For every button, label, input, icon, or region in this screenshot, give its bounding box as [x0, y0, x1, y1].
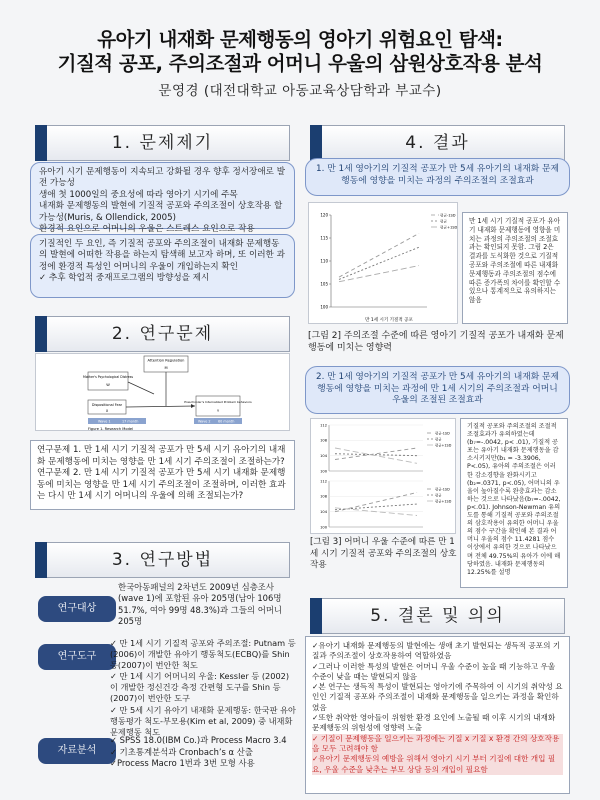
path-w	[128, 382, 154, 394]
question-1: 연구문제 1. 만 1세 시기 기질적 공포가 만 5세 시기 유아기의 내재화 문제행동에 미치는 영향을 만 1세 시기 주의조절이 조절하는가?	[37, 445, 286, 467]
legend-label: 평균	[435, 493, 442, 498]
y-tick-label: 108	[320, 494, 327, 499]
outcome-sym: Y	[216, 409, 220, 413]
legend-label: 평균	[440, 219, 447, 224]
legend-label: 평균+1SD	[440, 225, 458, 230]
header-accent	[310, 125, 322, 161]
subjects-text: 한국아동패널의 2차년도 2009년 심층조사 (wave 1)에 포함된 유아 205명(남아 106명 51.7%, 여아 99명 48.3%)과 그들의 어머니 205명	[118, 582, 283, 627]
figure-3	[310, 418, 456, 534]
y-tick-label: 104	[320, 453, 327, 458]
conclusion-item: ✓본 연구는 생득적 특성이 발현되는 영아기에 주목하여 이 시기의 취약성 요인인 기질적 공포와 주의조절이 내재화 문제행동을 일으키는 과정을 확인하였음	[312, 682, 563, 712]
fig3-caption: [그림 3] 어머니 우울 수준에 따른 만 1세 시기 기질적 공포와 주의조절의 상호작용	[310, 537, 457, 570]
tool-item: ✓ 만 1세 시기 어머니의 우울: Kessler 등 (2002)이 개발한 정신건강 측정 간편형 도구를 Shin 등(2007)이 번안한 도구	[110, 671, 290, 704]
y-tick-label: 112	[320, 479, 327, 484]
section-2-header	[35, 316, 290, 352]
conclusion-item: ✓유아기 내재화 문제행동의 발현에는 생애 초기 발현되는 생득적 공포의 기질과 주의조절이 상호작용하여 역할하였음	[312, 641, 561, 661]
tools-text	[110, 638, 296, 738]
series-line	[339, 233, 419, 277]
y-tick-label: 112	[320, 423, 327, 428]
analysis-item: ✓ SPSS 18.0(IBM Co.)과 Process Macro 3.4	[110, 735, 287, 745]
analysis-item: ✓Process Macro 1번과 3번 모형 사용	[110, 758, 255, 769]
section-4-header	[310, 125, 565, 161]
section-1-header	[35, 125, 290, 161]
problem-line: 유아기 시기 문제행동이 지속되고 강화될 경우 향후 정서장애로 발전 가능성	[39, 167, 285, 189]
header-accent	[310, 598, 322, 634]
section-1-title: 1. 문제제기	[111, 133, 214, 153]
series-line	[339, 266, 419, 282]
fig2-xlabel: 만 1세 시기 기질적 공포	[365, 318, 413, 323]
y-tick-label: 108	[320, 438, 327, 443]
conclusion-item: ✓또한 취약한 영아들이 위험한 환경 요인에 노출될 때 이후 시기의 내재화 문제행동의 위험성에 영향력 노출	[312, 713, 556, 733]
legend-label: 평균+1SD	[435, 443, 452, 448]
result-2-text: 기질적 공포와 주의조절의 조절적 조절효과가 유의하였는데(b₇=-.0042, p< .01), 기질적 공포는 유아기 내재화 문제행동을 감소시키지만(b₁ = -3.3906, P<.05), 유아의 주의조절은 이러한 감소경향을 완화시키고(b₂=.0371, p<.05), 어머니의 우울이 높아질수록 완충효과는 감소하는 것으로 나타났음(b₇=-.0042, p<.01). Johnson-Newman 유의도를 통해 기질적 공포와 주의조절의 삼호작용이 유의한 어머니 우울의 점수 구간을 확인해 본 결과 어머니 우울의 점수 11.4281 점수 이상에서 유의한 것으로 나타났으며 전체 49.75%의 유아가 이에 해당하였음. 내재화 문제행동의 12.25%를 설명	[460, 418, 568, 588]
y-tick-label: 105	[320, 281, 328, 287]
subjects-label: 연구대상	[38, 596, 116, 622]
result-1-text: 만 1세 시기 기질적 공포가 유아기 내재화 문제행동에 영향을 미치는 과정의 주의조절의 조절효과는 확인되지 못함. 그림 2은 결과를 도식화한 것으로 기질적 공포와 주의조절에 따른 내재화 문제행동과 주의조절의 점수에 따른 증가폭의 차이를 확인할 수 있으나 통계적으로 유의하지는 않음	[462, 212, 568, 324]
section-5-header	[310, 598, 565, 634]
result-1-head: 1. 만 1세 영아기의 기질적 공포가 만 5세 유아기의 내재화 문제행동에 영향을 미치는 과정의 주의조절의 조절효과	[305, 158, 570, 196]
figure-2	[308, 202, 458, 324]
header-accent	[35, 542, 47, 578]
problem-purpose: 기질적인 두 요인, 즉 기질적 공포와 주의조절이 내재화 문제행동의 발현에 어떠한 작용을 하는지 탐색해 보고자 하며, 또 이러한 과정에 환경적 특성인 어머니의 우울이 개입하는지 확인	[39, 239, 285, 272]
figure-3-chart	[311, 419, 457, 535]
section-5-title: 5. 결론 및 의의	[370, 606, 505, 626]
legend-label: 평균-1SD	[435, 431, 450, 436]
section-3-header	[35, 542, 290, 578]
legend-label: 평균-1SD	[440, 213, 456, 218]
analysis-item: ✓ 기초통계분석과 Cronbach’s α 산출	[110, 746, 253, 757]
wave1-label: Wave 1	[98, 419, 111, 424]
problem-line: 생애 첫 1000일의 중요성에 따라 영아기 시기에 주목	[39, 189, 238, 200]
analysis-text	[110, 735, 296, 770]
title-line-1: 유아기 내재화 문제행동의 영아기 위험요인 탐색:	[97, 28, 503, 51]
series-line	[339, 247, 419, 279]
section-4-title: 4. 결과	[405, 133, 470, 153]
title-line-2: 기질적 공포, 주의조절과 어머니 우울의 삼원상호작용 분석	[57, 52, 543, 75]
legend-label: 평균+1SD	[435, 499, 452, 504]
legend-label: 평균	[435, 437, 442, 442]
y-tick-label: 120	[320, 212, 328, 218]
wave1-age: 17 month	[122, 419, 139, 424]
model-caption: Figure 1. Research Model	[88, 427, 134, 431]
y-tick-label: 115	[320, 235, 328, 241]
problem-box-2	[30, 234, 295, 298]
wave2-label: Wave 2	[198, 419, 211, 424]
problem-purpose-check: ✓ 추후 학업적 중재프로그램의 방향성을 제시	[39, 273, 210, 284]
problem-line: 내재화 문제행동의 발현에 기질적 공포와 주의조절이 상호작용 할 가능성(Muris, & Ollendick, 2005)	[39, 201, 283, 223]
header-accent	[35, 125, 47, 161]
y-tick-label: 100	[320, 304, 328, 310]
mother-sym: W	[106, 383, 110, 387]
conclusion-highlight-1: ✓ 기질이 문제행동을 일으키는 과정에는 기질 x 기질 x 환경 간의 상호작용을 모두 고려해야 함	[312, 734, 563, 755]
research-model-svg	[36, 354, 291, 432]
fear-label: Dispositional Fear	[91, 403, 123, 407]
outcome-label: Preschooler's Internalized Problem behaviors	[184, 400, 252, 404]
conclusion-highlight-2: ✓유아기 문제행동의 예방을 위해서 영아기 시기 부터 기질에 대한 개입 필요, 우울 수준을 낮추는 부모 상담 등의 개입이 필요함	[312, 754, 563, 775]
wave2-age: 60 month	[218, 419, 235, 424]
conclusion-item: ✓그러나 이러한 특성의 발현은 어머니 우울 수준이 높을 때 기능하고 우울 수준이 낮을 때는 발현되지 않음	[312, 661, 556, 681]
header-accent	[35, 316, 47, 352]
research-questions	[30, 440, 295, 510]
problem-box-1	[30, 162, 295, 235]
analysis-label: 자료분석	[38, 738, 116, 764]
title-area	[40, 28, 560, 99]
result-2-head: 2. 만 1세 영아기의 기질적 공포가 만 5세 유아기의 내재화 문제행동에 영향을 미치는 과정에 만 1세 시기의 주의조절과 어머니 우울의 조절된 조절효과	[305, 366, 570, 414]
y-tick-label: 100	[320, 469, 327, 474]
author: 문영경 (대전대학교 아동교육상담학과 부교수)	[158, 83, 442, 99]
fig2-caption: [그림 2] 주의조절 수준에 따른 영아기 기질적 공포가 내재화 문제행동에 미치는 영향력	[308, 331, 564, 353]
attention-label: Attention Regulation	[147, 358, 185, 363]
tool-item: ✓ 만 1세 시기 기질적 공포와 주의조절: Putnam 등(2006)이 개발한 유아기 행동척도(ECBQ)를 Shin 등(2007)이 번안한 척도	[110, 638, 296, 671]
outcome-box	[196, 396, 240, 416]
mother-label: Mother's Psychological Distress	[82, 375, 134, 379]
problem-line: 환경적 요인으로 어머니의 우울은 스트레스 요인으로 작용	[39, 224, 255, 235]
figure-2-chart	[309, 203, 459, 325]
fear-sym: X	[105, 409, 109, 413]
legend-label: 평균-1SD	[435, 487, 450, 492]
research-model-figure	[35, 353, 290, 431]
tool-item: ✓ 만 5세 시기 유아기 내재화 문제행동: 한국판 유아행동평가 척도-부모용(Kim et al, 2009) 중 내재화 문제행동 척도	[110, 704, 296, 737]
section-2-title: 2. 연구문제	[111, 324, 214, 344]
y-tick-label: 110	[320, 258, 328, 264]
path-x-y	[126, 406, 195, 407]
y-tick-label: 104	[320, 509, 327, 514]
attention-sym: M	[164, 366, 168, 370]
y-tick-label: 100	[320, 525, 327, 530]
conclusion-box	[305, 636, 570, 794]
question-2: 연구문제 2. 만 1세 시기 기질적 공포가 만 5세 시기 내재화 문제행동에 미치는 영향을 만 1세 시기 주의조절이 조절하며, 이러한 효과는 다시 만 1세 시기 어머니의 우울에 의해 조절되는가?	[37, 468, 286, 501]
tools-label: 연구도구	[38, 644, 116, 670]
arrow-head	[191, 404, 195, 408]
section-3-title: 3. 연구방법	[111, 550, 214, 570]
